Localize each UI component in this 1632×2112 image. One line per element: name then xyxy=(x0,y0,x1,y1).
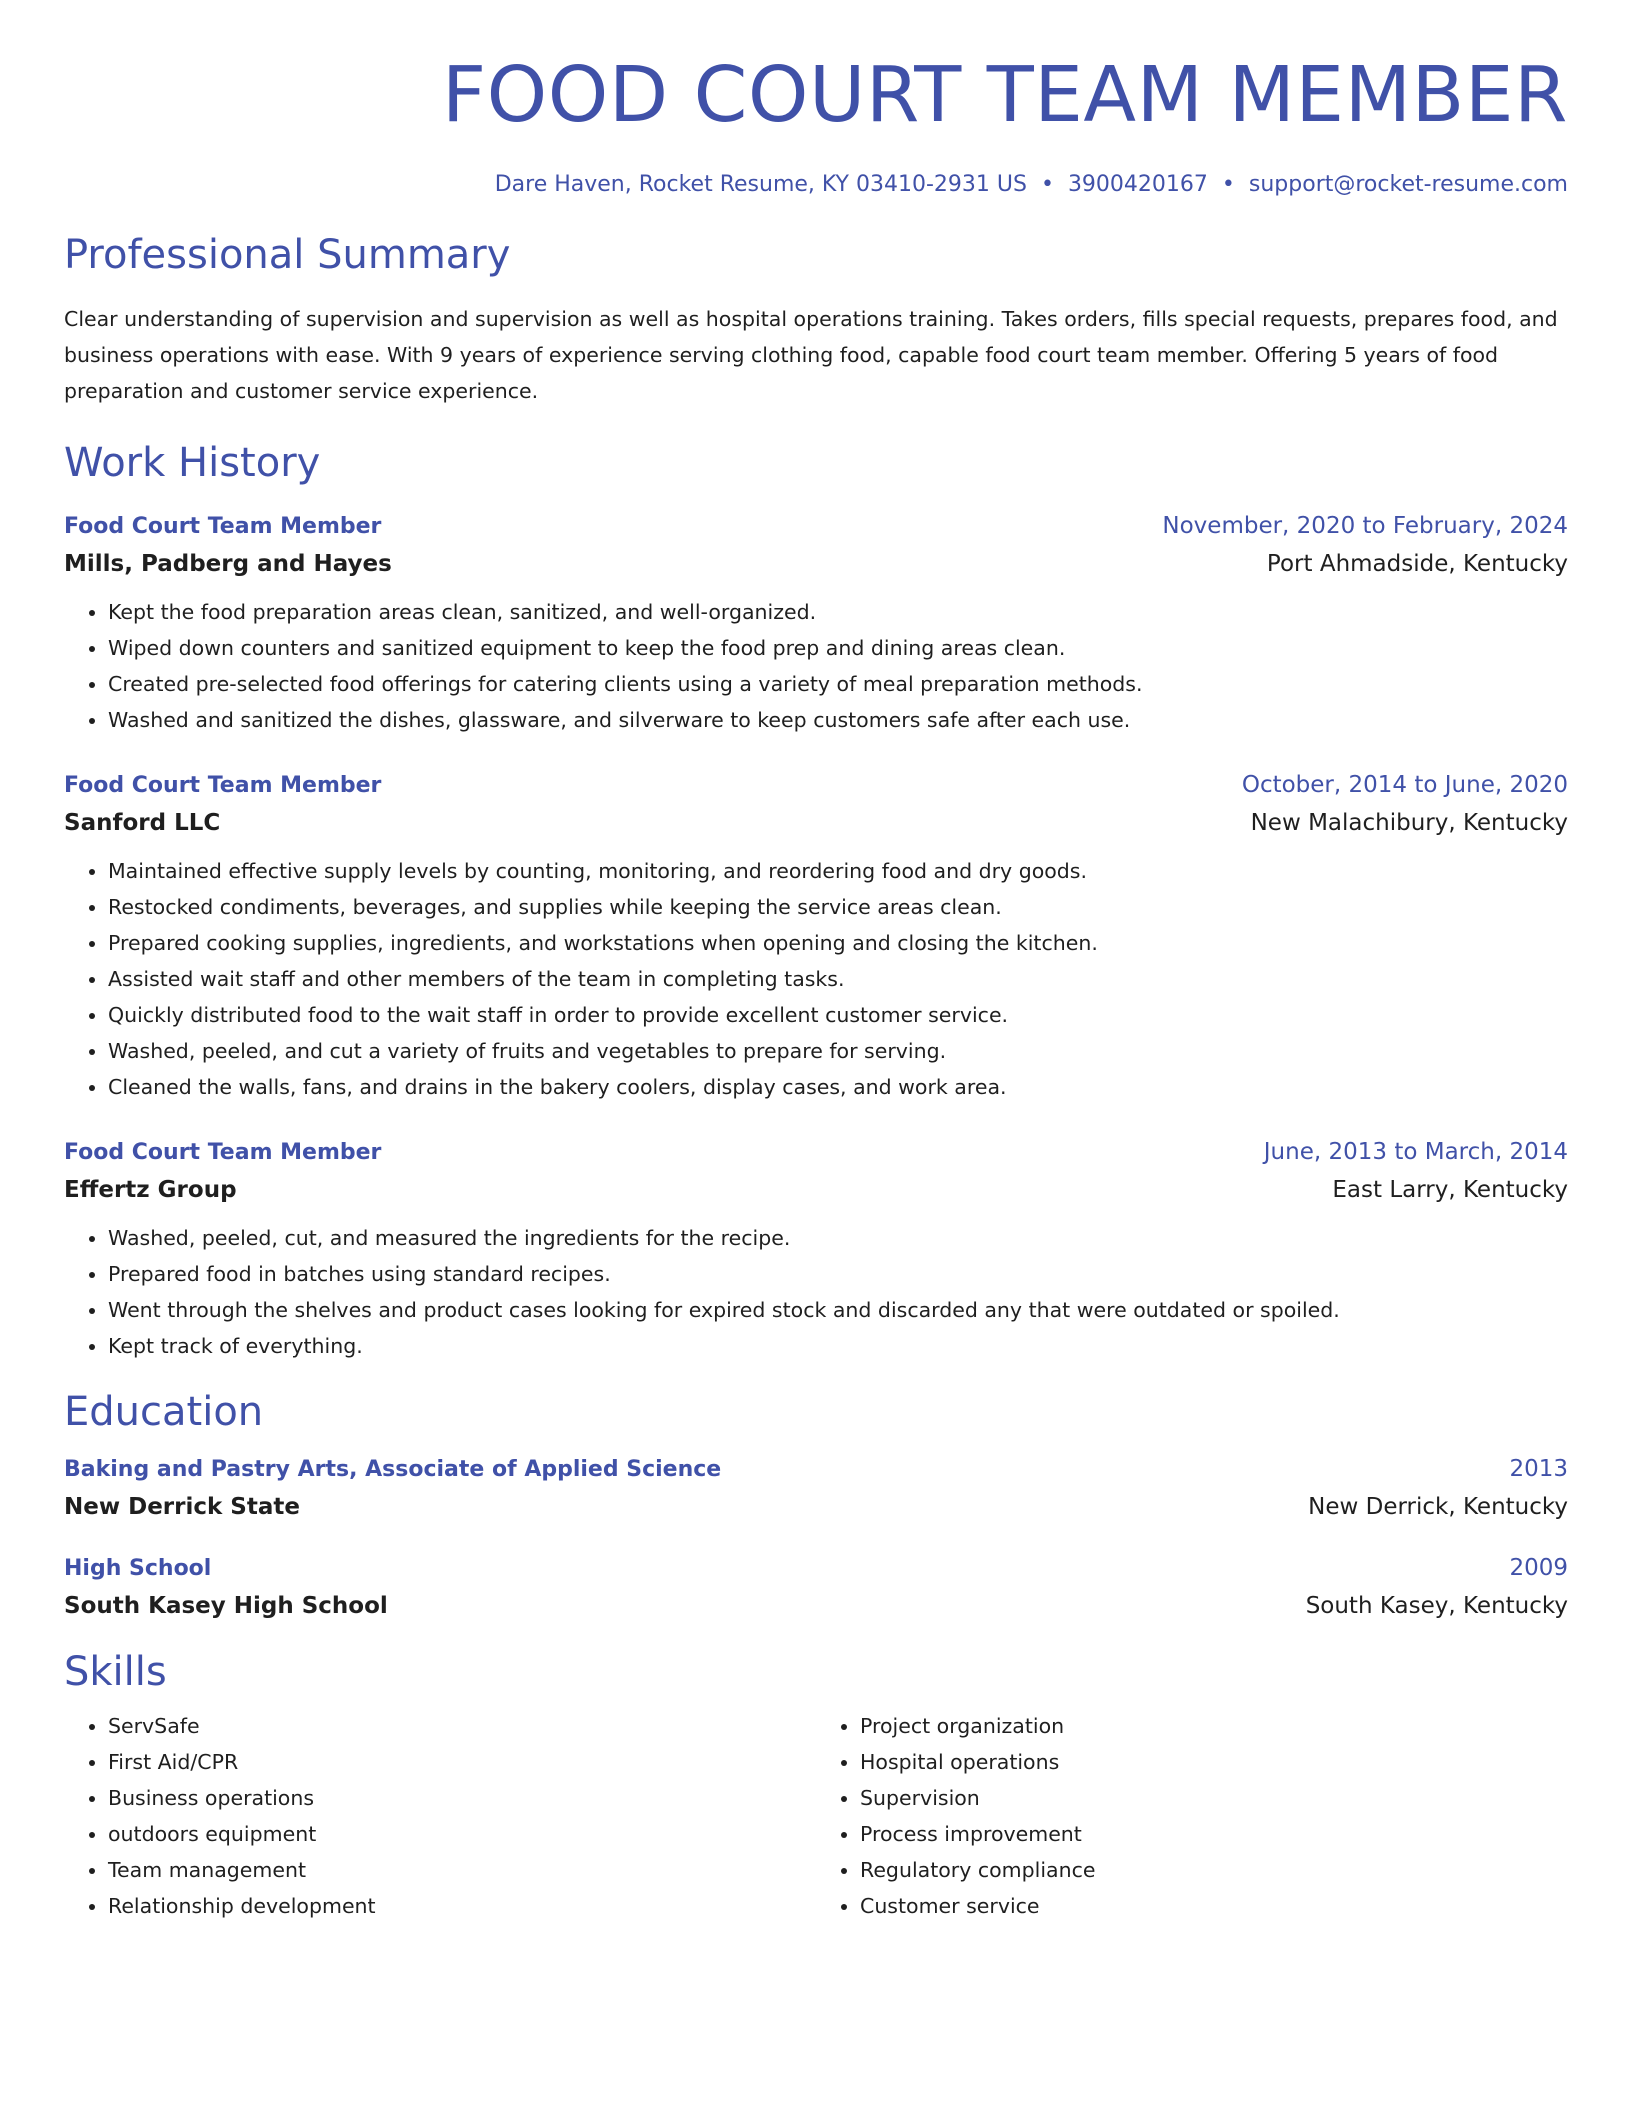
skills-column-right xyxy=(816,1708,1568,1924)
job-dates: October, 2014 to June, 2020 xyxy=(1241,772,1568,799)
education-header-row xyxy=(64,1452,1568,1487)
skill-item: • Team management xyxy=(108,1852,816,1888)
education-heading: Education xyxy=(64,1389,264,1436)
job-company: Mills, Padberg and Hayes xyxy=(64,551,392,578)
education-entry xyxy=(64,1452,1568,1527)
job-company-row xyxy=(64,544,1568,584)
job-bullet: • Kept the food preparation areas clean, sanitized, and well-organized. xyxy=(108,594,1568,630)
job-location: East Larry, Kentucky xyxy=(1332,1177,1568,1204)
job-company-row xyxy=(64,803,1568,843)
contact-separator: • xyxy=(1040,171,1054,197)
job-bullet: • Maintained effective supply levels by counting, monitoring, and reordering food and dry goods. xyxy=(108,853,1568,889)
job-bullet: • Quickly distributed food to the wait staff in order to provide excellent customer service. xyxy=(108,997,1568,1033)
job-bullet: • Created pre-selected food offerings for catering clients using a variety of meal preparation methods. xyxy=(108,666,1568,702)
work-history-heading: Work History xyxy=(64,440,321,487)
education-header-row xyxy=(64,1551,1568,1586)
job-company: Sanford LLC xyxy=(64,810,221,837)
job-bullet: • Restocked condiments, beverages, and supplies while keeping the service areas clean. xyxy=(108,889,1568,925)
job-role: Food Court Team Member xyxy=(64,1140,382,1166)
job-bullet: • Assisted wait staff and other members of the team in completing tasks. xyxy=(108,961,1568,997)
job-bullets xyxy=(64,594,1568,738)
job-dates: June, 2013 to March, 2014 xyxy=(1263,1139,1568,1166)
contact-phone: 3900420167 xyxy=(1067,171,1208,197)
education-degree: Baking and Pastry Arts, Associate of Applied Science xyxy=(64,1457,722,1483)
job-bullet: • Prepared cooking supplies, ingredients, and workstations when opening and closing the kitchen. xyxy=(108,925,1568,961)
education-location: South Kasey, Kentucky xyxy=(1305,1593,1568,1620)
job-bullet: • Washed, peeled, and cut a variety of fruits and vegetables to prepare for serving. xyxy=(108,1033,1568,1069)
contact-line xyxy=(64,171,1568,200)
job-bullet: • Wiped down counters and sanitized equipment to keep the food prep and dining areas clean. xyxy=(108,630,1568,666)
job-bullet: • Cleaned the walls, fans, and drains in the bakery coolers, display cases, and work area. xyxy=(108,1069,1568,1105)
job-role: Food Court Team Member xyxy=(64,773,382,799)
job-header-row xyxy=(64,1135,1568,1170)
skill-item: • Relationship development xyxy=(108,1888,816,1924)
summary-text: Clear understanding of supervision and supervision as well as hospital operations training. Takes orders, fills special requests, prepares food, and business operations with ease. With 9 years of experience serving clothing food, capable food court team member. Offering 5 years of food preparation and customer service experience. xyxy=(64,307,1558,404)
skills-heading: Skills xyxy=(64,1649,167,1696)
skill-item: • outdoors equipment xyxy=(108,1816,816,1852)
skill-item: • Regulatory compliance xyxy=(860,1852,1568,1888)
job-dates: November, 2020 to February, 2024 xyxy=(1162,513,1568,540)
job-entry xyxy=(64,1135,1568,1364)
job-entry xyxy=(64,509,1568,738)
contact-email: support@rocket-resume.com xyxy=(1248,171,1568,197)
education-degree: High School xyxy=(64,1556,212,1582)
job-bullets xyxy=(64,1220,1568,1364)
skill-item: • Hospital operations xyxy=(860,1744,1568,1780)
skill-item: • Process improvement xyxy=(860,1816,1568,1852)
education-school: New Derrick State xyxy=(64,1494,300,1521)
job-bullet: • Washed, peeled, cut, and measured the ingredients for the recipe. xyxy=(108,1220,1568,1256)
skill-item: • Project organization xyxy=(860,1708,1568,1744)
resume-header xyxy=(64,52,1568,199)
job-company: Effertz Group xyxy=(64,1177,237,1204)
skill-item: • First Aid/CPR xyxy=(108,1744,816,1780)
skill-item: • Supervision xyxy=(860,1780,1568,1816)
job-location: Port Ahmadside, Kentucky xyxy=(1266,551,1568,578)
summary-heading: Professional Summary xyxy=(64,232,511,279)
skill-item: • Customer service xyxy=(860,1888,1568,1924)
job-bullet: • Kept track of everything. xyxy=(108,1328,1568,1364)
education-entry xyxy=(64,1551,1568,1626)
job-company-row xyxy=(64,1170,1568,1210)
skill-item: • ServSafe xyxy=(108,1708,816,1744)
education-year: 2009 xyxy=(1509,1555,1568,1582)
job-entry xyxy=(64,768,1568,1105)
job-location: New Malachibury, Kentucky xyxy=(1250,810,1568,837)
job-bullets xyxy=(64,853,1568,1105)
skills-list xyxy=(64,1708,1568,1924)
job-role: Food Court Team Member xyxy=(64,514,382,540)
education-school: South Kasey High School xyxy=(64,1593,388,1620)
skill-item: • Business operations xyxy=(108,1780,816,1816)
education-school-row xyxy=(64,1586,1568,1626)
education-location: New Derrick, Kentucky xyxy=(1308,1494,1568,1521)
skills-column-left xyxy=(64,1708,816,1924)
education-school-row xyxy=(64,1487,1568,1527)
job-bullet: • Prepared food in batches using standard recipes. xyxy=(108,1256,1568,1292)
job-header-row xyxy=(64,768,1568,803)
job-header-row xyxy=(64,509,1568,544)
job-bullet: • Washed and sanitized the dishes, glassware, and silverware to keep customers safe after each use. xyxy=(108,702,1568,738)
job-bullet: • Went through the shelves and product cases looking for expired stock and discarded any that were outdated or spoiled. xyxy=(108,1292,1568,1328)
education-year: 2013 xyxy=(1509,1456,1568,1483)
contact-address: Dare Haven, Rocket Resume, KY 03410-2931 US xyxy=(494,171,1027,197)
contact-separator: • xyxy=(1221,171,1235,197)
candidate-title: FOOD COURT TEAM MEMBER xyxy=(441,51,1568,140)
